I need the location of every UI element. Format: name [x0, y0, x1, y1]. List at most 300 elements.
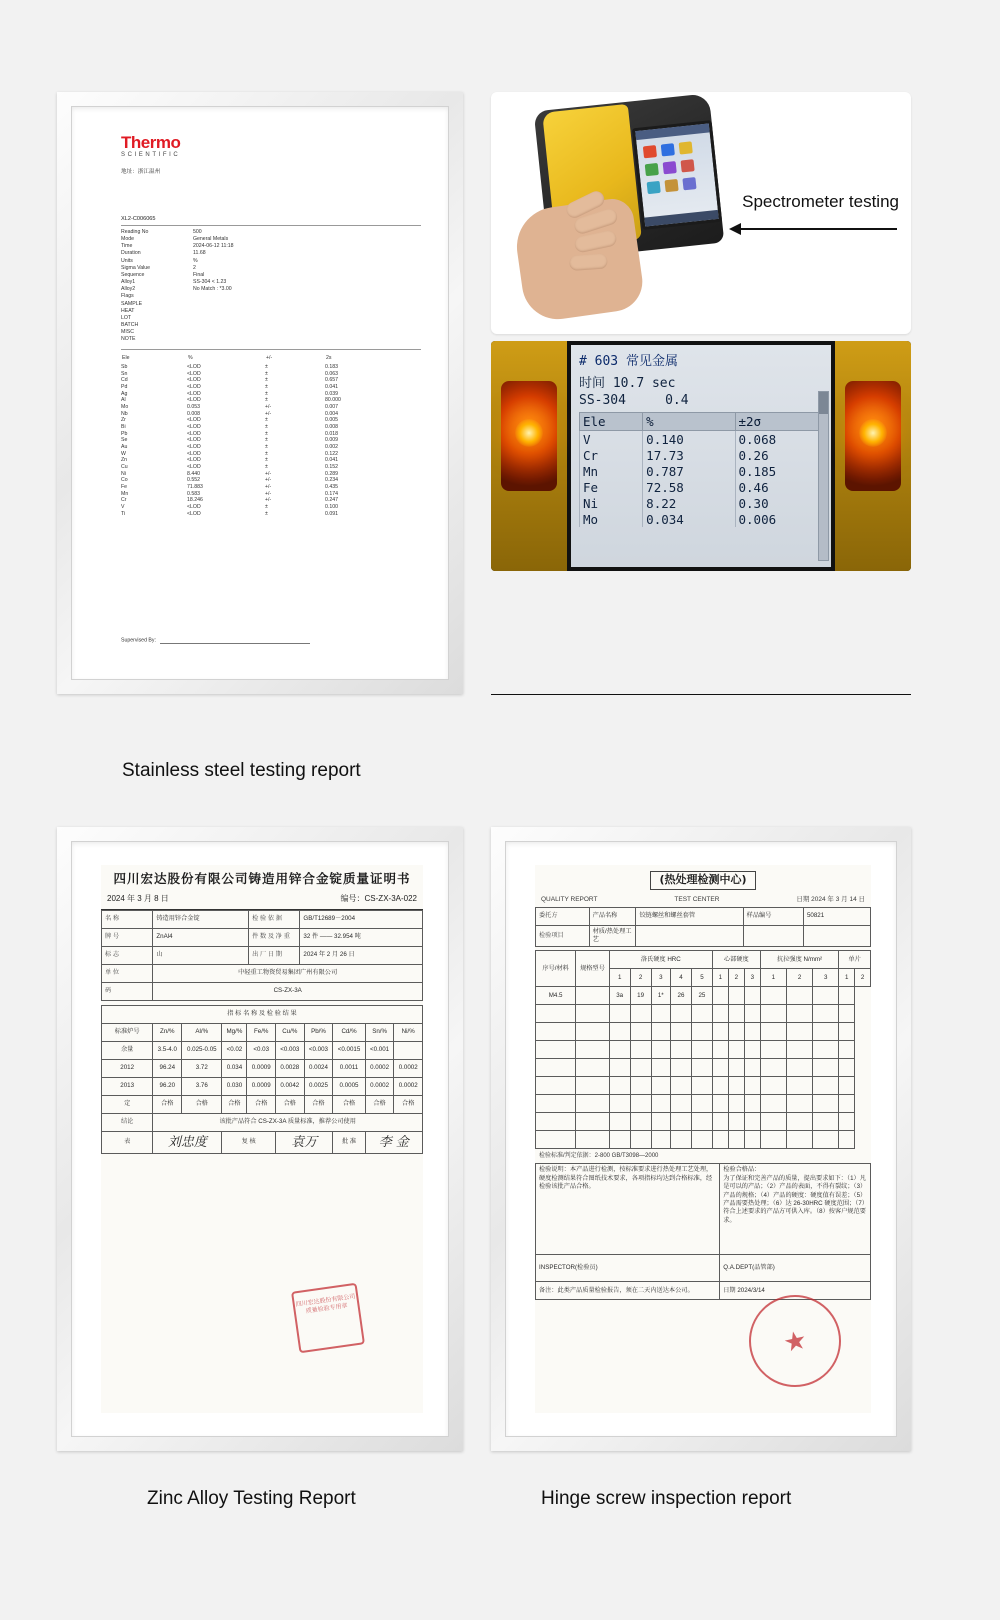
- field-label: 名 称: [102, 910, 153, 928]
- data-cell: 96.20: [153, 1077, 182, 1095]
- zinc-cert-date: 2024 年 3 月 8 日: [107, 893, 169, 903]
- right-lamp-glow: [859, 419, 887, 447]
- verdict-cell: 定: [102, 1095, 153, 1113]
- table-row: [102, 1041, 423, 1059]
- hinge-cert-title: (热处理检测中心): [650, 871, 755, 890]
- meta-value: Final: [193, 271, 205, 278]
- cell-pm: ±: [265, 450, 268, 457]
- cell-error: 0.234: [325, 477, 338, 484]
- cell-element: Fe: [121, 483, 128, 490]
- cell-pm: ±: [265, 444, 268, 451]
- cell-element: Mo: [121, 404, 129, 411]
- cell-element: Fe: [580, 479, 643, 495]
- table-row: [121, 451, 421, 458]
- cell-percent: 0.140: [643, 431, 735, 448]
- cell-percent: <LOD: [187, 424, 201, 431]
- cell-element: Mn: [121, 490, 129, 497]
- cell-percent: <LOD: [187, 384, 201, 391]
- finger: [569, 253, 608, 271]
- meta-key: BATCH: [121, 322, 139, 329]
- cell-percent: 8.440: [187, 470, 200, 477]
- col-header-percent: %: [188, 355, 193, 362]
- cell-percent: <LOD: [187, 397, 201, 404]
- data-cell: 0.030: [222, 1077, 247, 1095]
- table-row: [102, 946, 423, 964]
- meta-value: [193, 315, 234, 322]
- stamp-text: 四川宏达股份有限公司质量检验专用章: [295, 1294, 356, 1316]
- cell-error: 0.008: [325, 424, 338, 431]
- cell-percent: <LOD: [187, 377, 201, 384]
- field-label: 牌 号: [102, 928, 153, 946]
- cell-pm: ±: [265, 390, 268, 397]
- lcd-alloy-label: SS-304: [579, 393, 626, 408]
- table-row: [536, 1005, 871, 1023]
- operator-hand: [512, 196, 646, 324]
- table-row: [536, 1095, 871, 1113]
- col-header: Zn/%: [153, 1023, 182, 1041]
- zinc-cert-docno: [341, 894, 417, 905]
- verdict-cell: 合格: [153, 1095, 182, 1113]
- sub-header: 1: [839, 969, 855, 987]
- screen-icon-5: [663, 161, 677, 174]
- right-note-cell: [720, 1164, 871, 1255]
- meta-key: Flags: [121, 293, 134, 300]
- data-cell: [839, 987, 855, 1005]
- cell-error: 0.006: [735, 511, 823, 527]
- cell-percent: <LOD: [187, 444, 201, 451]
- field-value: 中轻重工物资贸易集团广州有限公司: [153, 964, 423, 982]
- cell-percent: 0.552: [187, 477, 200, 484]
- meta-value: SS-304 < 1.23: [193, 279, 227, 286]
- lcd-col-element: Ele: [580, 413, 643, 431]
- supervised-by-label: Supervised By:: [121, 637, 156, 644]
- cell-element: Ni: [121, 470, 126, 477]
- cell-percent: <LOD: [187, 390, 201, 397]
- data-cell: 96.24: [153, 1059, 182, 1077]
- cell-error: 0.122: [325, 450, 338, 457]
- table-row: [536, 1077, 871, 1095]
- data-cell: 3.72: [182, 1059, 222, 1077]
- cell-element: Nb: [121, 410, 128, 417]
- table-row: [121, 404, 421, 411]
- spectrometer-screen-photo: [491, 341, 911, 571]
- hinge-org-center: TEST CENTER: [674, 895, 720, 903]
- field-value: 2024 年 2 月 26 日: [300, 946, 423, 964]
- cell-percent: 0.034: [643, 511, 735, 527]
- cell-pm: ±: [265, 397, 268, 404]
- cell-error: 0.009: [325, 437, 338, 444]
- table-row: [102, 1077, 423, 1095]
- cell-percent: <LOD: [187, 450, 201, 457]
- cell-pm: ±: [265, 417, 268, 424]
- data-cell: 0.0025: [304, 1077, 333, 1095]
- col-header-plusminus: +/-: [266, 355, 273, 362]
- meta-key: HEAT: [121, 307, 135, 314]
- table-row: [121, 397, 421, 404]
- cell-pm: ±: [265, 463, 268, 470]
- spec-cell: [394, 1041, 423, 1059]
- cell-percent: <LOD: [187, 510, 201, 517]
- lcd-col-error: ±2σ: [735, 413, 823, 431]
- cell-error: 0.30: [735, 495, 823, 511]
- field-label: 委托方: [536, 907, 590, 925]
- cell-element: Se: [121, 437, 128, 444]
- col-header: Mg/%: [222, 1023, 247, 1041]
- data-cell: 0.0002: [394, 1059, 423, 1077]
- data-cell: 0.0009: [247, 1077, 275, 1095]
- col-header-element: Ele: [122, 355, 130, 362]
- cell-element: Zn: [121, 457, 128, 464]
- group-header: 单片: [839, 951, 871, 969]
- cell-error: 0.435: [325, 483, 338, 490]
- table-row: [102, 1023, 423, 1041]
- cell-element: Cr: [580, 447, 643, 463]
- zinc-cert-title: 四川宏达股份有限公司铸造用锌合金锭质量证明书: [113, 871, 411, 886]
- table-row: [102, 1131, 423, 1154]
- field-value: 铰链螺丝和螺丝套管: [636, 907, 743, 925]
- screen-icon-3: [679, 141, 693, 154]
- caption-zinc-report: Zinc Alloy Testing Report: [147, 1488, 356, 1509]
- meta-key: LOT: [121, 314, 132, 321]
- divider: [121, 349, 421, 350]
- cell-element: Pb: [121, 430, 128, 437]
- table-row: [121, 437, 421, 444]
- cell-pm: +/-: [265, 497, 272, 504]
- spectrometer-photo: [491, 92, 911, 334]
- meta-key: Sigma Value: [121, 264, 151, 271]
- screen-icon-6: [681, 159, 695, 172]
- data-cell: 19: [630, 987, 651, 1005]
- cell-error: 80.000: [325, 397, 341, 404]
- table-row: [121, 497, 421, 504]
- cell-pm: ±: [265, 510, 268, 517]
- col-header: 标准炉号: [102, 1023, 153, 1041]
- cell-error: 0.183: [325, 364, 338, 371]
- zinc-report-paper: [71, 841, 449, 1437]
- spec-cell: <0.003: [275, 1041, 304, 1059]
- verdict-cell: 合格: [222, 1095, 247, 1113]
- hinge-footer-note: 备注：此类产品质量检验报告，须在二天内送达本公司。: [536, 1282, 720, 1300]
- table-row: [536, 1113, 871, 1131]
- zinc-company-stamp: [291, 1283, 365, 1354]
- cell-pm: ±: [265, 384, 268, 391]
- table-row: [102, 1095, 423, 1113]
- zinc-fields-table: [101, 910, 423, 1001]
- cell-element: V: [121, 503, 125, 510]
- cell-percent: 0.583: [187, 490, 200, 497]
- field-label: 检 验 依 据: [249, 910, 300, 928]
- data-cell: [576, 987, 610, 1005]
- table-row: [121, 477, 421, 484]
- cell-percent: 71.883: [187, 483, 203, 490]
- field-label: 单 位: [102, 964, 153, 982]
- cell-percent: 0.053: [187, 404, 200, 411]
- table-row: [536, 1164, 871, 1255]
- spec-cell: <0.001: [365, 1041, 394, 1059]
- caption-stainless-report: Stainless steel testing report: [122, 760, 361, 781]
- conclusion-text: 该批产品符合 CS-ZX-3A 质量标准，推荐公司使用: [153, 1113, 423, 1131]
- thermo-element-table: [121, 354, 421, 517]
- data-cell: [728, 987, 744, 1005]
- verdict-cell: 合格: [394, 1095, 423, 1113]
- cell-error: 0.100: [325, 503, 338, 510]
- meta-key: Alloy1: [121, 279, 136, 286]
- verdict-cell: 合格: [275, 1095, 304, 1113]
- sub-header: 2: [728, 969, 744, 987]
- table-row: [580, 495, 823, 511]
- cell-error: 0.174: [325, 490, 338, 497]
- table-row: [580, 447, 823, 463]
- cell-element: Bi: [121, 424, 126, 431]
- data-cell: 2013: [102, 1077, 153, 1095]
- cell-element: Mn: [580, 463, 643, 479]
- field-label: [743, 925, 803, 947]
- cell-pm: ±: [265, 457, 268, 464]
- device-screen: [632, 120, 722, 230]
- scrollbar-thumb[interactable]: [819, 392, 828, 414]
- field-label: 标 志: [102, 946, 153, 964]
- screen-icon-1: [643, 145, 657, 158]
- col-header: Fe/%: [247, 1023, 275, 1041]
- cell-pm: +/-: [265, 470, 272, 477]
- data-cell: 2012: [102, 1059, 153, 1077]
- table-row: [536, 951, 871, 969]
- conclusion-label: 结论: [102, 1113, 153, 1131]
- field-value: CS-ZX-3A: [153, 982, 423, 1000]
- cell-error: 0.063: [325, 370, 338, 377]
- field-label: 产品名称: [589, 907, 636, 925]
- sub-header: 2: [786, 969, 812, 987]
- cell-pm: ±: [265, 424, 268, 431]
- data-cell: [712, 987, 728, 1005]
- field-label: 样品编号: [743, 907, 803, 925]
- data-cell: [760, 987, 786, 1005]
- table-row: [536, 1255, 871, 1282]
- table-row: [121, 424, 421, 431]
- data-cell: M4.5: [536, 987, 576, 1005]
- table-row: [102, 928, 423, 946]
- cell-percent: <LOD: [187, 463, 201, 470]
- cell-element: Co: [121, 477, 128, 484]
- sub-header: 3: [651, 969, 670, 987]
- cell-percent: <LOD: [187, 457, 201, 464]
- section-divider: [491, 694, 911, 695]
- table-row: [121, 417, 421, 424]
- hinge-notes-table: [535, 1163, 871, 1300]
- xrf-analyzer-device: [519, 96, 749, 311]
- col-header: Cu/%: [275, 1023, 304, 1041]
- cell-percent: 18.246: [187, 497, 203, 504]
- table-row: [121, 511, 421, 518]
- lcd-time-row: [579, 372, 823, 391]
- sub-header: 3: [744, 969, 760, 987]
- right-note-title: 检验合格品：: [723, 1166, 761, 1174]
- table-row: [580, 511, 823, 527]
- screen-icon-9: [682, 177, 696, 190]
- table-row: [102, 982, 423, 1000]
- sub-header: 2: [630, 969, 651, 987]
- results-header: 指 标 名 称 及 检 验 结 果: [102, 1005, 423, 1023]
- cell-element: Pd: [121, 384, 128, 391]
- cell-element: Mo: [580, 511, 643, 527]
- data-cell: 26: [671, 987, 692, 1005]
- table-row: [102, 964, 423, 982]
- docno-value: CS-ZX-3A-022: [364, 893, 417, 903]
- table-row: [580, 431, 823, 448]
- annotation-arrow-icon: [729, 222, 897, 236]
- device-right-housing: [835, 341, 911, 571]
- table-row: [121, 391, 421, 398]
- dept-label: Q.A.DEPT(品管部): [720, 1255, 871, 1282]
- col-header: Al/%: [182, 1023, 222, 1041]
- table-row: [536, 1023, 871, 1041]
- table-row: [121, 504, 421, 511]
- cell-percent: <LOD: [187, 430, 201, 437]
- table-row: [536, 1041, 871, 1059]
- meta-value: [193, 322, 234, 329]
- lcd-title: # 603 常见金属: [579, 354, 678, 369]
- stainless-report-paper: [71, 106, 449, 680]
- cell-percent: 0.008: [187, 410, 200, 417]
- sub-header: 4: [671, 969, 692, 987]
- cell-error: 0.041: [325, 457, 338, 464]
- col-header: Pb/%: [304, 1023, 333, 1041]
- table-row: [121, 471, 421, 478]
- meta-key: MISC: [121, 329, 134, 336]
- table-row: [121, 464, 421, 471]
- table-row: [580, 463, 823, 479]
- meta-value: [193, 329, 234, 336]
- screen-icon-2: [661, 143, 675, 156]
- hinge-certificate: [535, 865, 871, 1413]
- col-header: Cd/%: [333, 1023, 365, 1041]
- sub-header: 1: [760, 969, 786, 987]
- cell-error: 0.46: [735, 479, 823, 495]
- screen-top-bar: [635, 123, 710, 140]
- cell-error: 0.152: [325, 463, 338, 470]
- data-cell: 0.0011: [333, 1059, 365, 1077]
- cell-error: 0.041: [325, 384, 338, 391]
- data-cell: 0.0028: [275, 1059, 304, 1077]
- cell-error: 0.289: [325, 470, 338, 477]
- docno-label: 编号：: [340, 893, 365, 903]
- sign-value: 李 金: [365, 1131, 422, 1154]
- table-row: [121, 384, 421, 391]
- meta-value: %: [193, 257, 198, 264]
- sign-label: 批 准: [333, 1131, 365, 1154]
- thermo-logo: Thermo: [121, 133, 181, 152]
- data-cell: [744, 987, 760, 1005]
- thermo-address: 地址：浙江温州: [121, 168, 161, 175]
- hinge-date: 日期 2024 年 3 月 14 日: [796, 895, 865, 903]
- spec-cell: <0.0015: [333, 1041, 365, 1059]
- thermo-logo-subtitle: SCIENTIFIC: [121, 152, 181, 158]
- field-label: 码: [102, 982, 153, 1000]
- meta-value: 500: [193, 228, 202, 235]
- field-label: 件 数 及 净 重: [249, 928, 300, 946]
- spec-cell: <0.02: [222, 1041, 247, 1059]
- meta-key: Time: [121, 243, 133, 250]
- lcd-readout: [571, 345, 831, 567]
- spec-cell: 余量: [102, 1041, 153, 1059]
- lcd-alloy-value: 0.4: [665, 393, 689, 408]
- screen-icon-8: [664, 179, 678, 192]
- screen-icon-7: [647, 181, 661, 194]
- cell-element: Au: [121, 444, 128, 451]
- cell-error: 0.657: [325, 377, 338, 384]
- hinge-official-stamp: [740, 1286, 849, 1395]
- data-cell: 0.0005: [333, 1077, 365, 1095]
- sub-header: 3: [813, 969, 839, 987]
- hinge-title-wrap: [535, 871, 871, 890]
- cell-element: Sb: [121, 364, 128, 371]
- meta-value: [193, 293, 234, 300]
- table-row: [536, 907, 871, 925]
- thermo-meta-table: [121, 229, 234, 344]
- data-cell: 1*: [651, 987, 670, 1005]
- data-cell: 0.0002: [365, 1059, 394, 1077]
- lcd-scrollbar[interactable]: [818, 391, 829, 561]
- data-cell: 0.0002: [365, 1077, 394, 1095]
- meta-value: [193, 336, 234, 343]
- spec-cell: 3.5-4.0: [153, 1041, 182, 1059]
- table-row: [580, 479, 823, 495]
- meta-value: 11.68: [193, 250, 206, 257]
- sign-label: 表: [102, 1131, 153, 1154]
- meta-key: Reading No: [121, 228, 149, 235]
- meta-value: General Metals: [193, 236, 229, 243]
- cell-error: 0.068: [735, 431, 823, 448]
- stainless-report-frame: [57, 92, 463, 694]
- hinge-standard-note: 检验标准/判定依据：2-800 GB/T3098—2000: [539, 1153, 659, 1160]
- cell-pm: ±: [265, 370, 268, 377]
- table-row: [536, 1059, 871, 1077]
- screen-icon-4: [645, 163, 659, 176]
- cell-pm: ±: [265, 430, 268, 437]
- meta-key: Duration: [121, 250, 141, 257]
- table-row: [102, 1059, 423, 1077]
- sign-value: 袁万: [275, 1131, 332, 1154]
- cell-element: Ti: [121, 510, 126, 517]
- field-value: [803, 925, 870, 947]
- group-header: 抗拉强度 N/mm²: [760, 951, 839, 969]
- left-lamp-glow: [515, 419, 543, 447]
- cell-element: V: [580, 431, 643, 448]
- table-row: [121, 491, 421, 498]
- spec-cell: <0.003: [304, 1041, 333, 1059]
- table-row: [102, 910, 423, 928]
- zinc-cert-subheader: [101, 892, 423, 910]
- thermo-report-id: XL2-C006065: [121, 216, 421, 226]
- left-note: 检验说明：本产品进行检测，按标准要求进行热处理工艺处理，硬度检测结果符合图纸技术要求，各项指标均达到合格标准，经检验该批产品合格。: [536, 1164, 720, 1255]
- cell-percent: 8.22: [643, 495, 735, 511]
- table-row: [121, 444, 421, 451]
- data-cell: 0.0024: [304, 1059, 333, 1077]
- cell-percent: <LOD: [187, 364, 201, 371]
- zinc-certificate: [101, 865, 423, 1413]
- supervised-by-line: [121, 637, 310, 644]
- cell-pm: +/-: [265, 410, 272, 417]
- data-cell: 0.034: [222, 1059, 247, 1077]
- table-row: [121, 457, 421, 464]
- cell-percent: <LOD: [187, 370, 201, 377]
- zinc-results-table: [101, 1005, 423, 1155]
- col-header: Sn/%: [365, 1023, 394, 1041]
- col-header-2s: 2s: [326, 355, 332, 362]
- cell-percent: <LOD: [187, 417, 201, 424]
- sub-header: 1: [609, 969, 630, 987]
- meta-value: [193, 308, 234, 315]
